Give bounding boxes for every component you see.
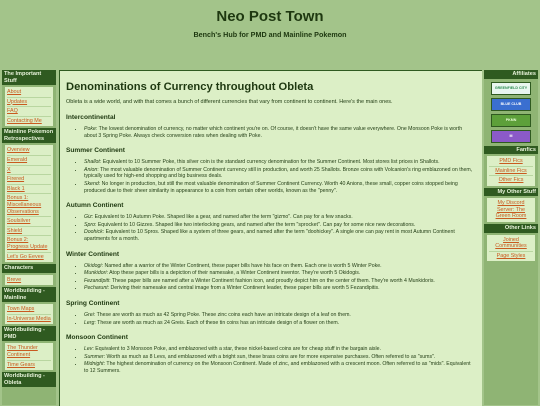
currency-name: Okidogi — [84, 262, 102, 269]
currency-name: Poke — [84, 126, 96, 132]
sidebar-link[interactable]: Breve — [7, 276, 22, 283]
currency-description: : Equivalent to 3 Monsoon Poke, and emblazoned with a star, these nickel-based coins are for cheap stuff in the bargain aisle. — [92, 346, 381, 353]
currency-name: Giz — [84, 214, 92, 221]
sidebar-link-box — [5, 145, 53, 262]
currency-list — [66, 126, 476, 139]
affiliate-banner[interactable]: M — [491, 130, 531, 143]
sidebar-link[interactable]: Mainline Fics — [489, 167, 533, 177]
affiliate-banner[interactable]: BLUE CLUB — [491, 98, 531, 111]
currency-description: : Atop these paper bills is a depiction of their namesake, a Winter Continent inventor. They're worth 5 Okidogis. — [106, 270, 361, 277]
currency-name: Pecharunt — [84, 285, 108, 292]
sidebar-link[interactable]: Black 1 — [7, 185, 51, 195]
list-item — [84, 126, 476, 139]
currency-name: Spro — [84, 221, 95, 228]
currency-name: Midnight — [84, 361, 104, 368]
currency-description: : Named after a warrior of the Winter Continent, these paper bills have his face on them. Each one is worth 5 Winter Poke. — [101, 262, 382, 269]
sidebar-link[interactable]: About — [7, 88, 51, 98]
section-heading: Winter Continent — [66, 250, 120, 258]
sidebar-link[interactable]: Town Maps — [7, 305, 51, 315]
sidebar-section-heading: My Other Stuff — [484, 188, 538, 197]
currency-description: : Worth as much as 8 Levs, and emblazoned with a bright sun, these brass coins are for more expensive purchases. Often referred to as "sums". — [103, 353, 436, 360]
site-header — [0, 0, 540, 70]
sidebar-link[interactable]: My Discord Server: The Green Room — [495, 200, 527, 220]
currency-description: : The most valuable denomination of Summer Continent currency still in production, and worth 25 Shallots. Bronze coins with Volcanion's ring emblazoned on them, typically used for high-end shopping and big business deals. — [84, 166, 473, 180]
sidebar-link[interactable]: FAQ — [7, 107, 51, 117]
list-item — [84, 285, 476, 292]
currency-description: : Equivalent to 10 Autumn Poke. Shaped like a gear, and named after the term "gizmo". Can pay for a few snacks. — [91, 214, 353, 221]
sidebar-link-box — [487, 198, 535, 222]
sidebar-section-heading: Worldbuilding - Obleta — [2, 372, 56, 387]
currency-name: Lerg — [84, 319, 95, 326]
sidebar-link-box — [5, 343, 53, 370]
sidebar-link[interactable]: Shield — [7, 227, 51, 237]
sidebar-link[interactable]: Emerald — [7, 156, 51, 166]
currency-name: Lev — [84, 346, 93, 353]
list-item — [84, 354, 476, 361]
section-heading: Monsoon Continent — [66, 334, 128, 342]
sidebar-link[interactable]: Time Gears — [7, 361, 35, 368]
sidebar-link[interactable]: Bonus 2: Progress Update — [7, 236, 51, 252]
list-item — [84, 222, 476, 229]
sidebar-link-box — [487, 156, 535, 186]
sidebar-link[interactable]: PMD Fics — [489, 157, 533, 167]
sidebar-section-heading: Worldbuilding - PMD — [2, 326, 56, 341]
list-item — [84, 361, 476, 374]
list-item — [84, 346, 476, 353]
currency-name: Shallot — [84, 159, 100, 166]
article — [60, 71, 482, 374]
sidebar-section-heading: Worldbuilding - Mainline — [2, 287, 56, 302]
currency-name: Munkidori — [84, 270, 107, 277]
list-item — [84, 263, 476, 270]
list-item — [84, 214, 476, 221]
currency-name: Doohick — [84, 229, 103, 236]
affiliates-heading: Affiliates — [484, 70, 538, 79]
currency-description: : These are worth as much as 42 Spring Poke. These zinc coins each have an intricate design of a leaf on them. — [93, 311, 351, 318]
currency-list — [66, 263, 476, 292]
main-content — [59, 70, 482, 406]
currency-name: Summer — [84, 353, 104, 360]
currency-sections — [66, 114, 476, 374]
currency-list — [66, 214, 476, 242]
sidebar-link[interactable]: The Thunder Continent — [7, 344, 51, 360]
currency-name: Skend — [84, 180, 99, 187]
intro-paragraph: Obleta is a wide world, and with that comes a bunch of different currencies that vary from continent to continent. Here's the main ones. — [66, 99, 393, 105]
sidebar-link[interactable]: Soulsilver — [7, 217, 51, 227]
list-item — [84, 320, 476, 327]
site-title: Neo Post Town — [216, 8, 324, 25]
list-item — [84, 181, 476, 194]
sidebar-section-heading: Fanfics — [484, 146, 538, 155]
currency-description: : Equivalent to 10 Summer Poke, this silver coin is the standard currency denomination for the Summer Continent. Most stores list prices in Shallots. — [99, 159, 440, 166]
currency-name: Anion — [84, 166, 98, 173]
currency-description: : The highest denomination of currency on the Monsoon Continent. Made of zinc, and emblazoned with a crescent moon. Often referred to as "mids". Equivalent to 12 Summers. — [84, 361, 471, 374]
right-sidebar — [484, 70, 538, 405]
page-title: Denominations of Currency throughout Obleta — [66, 81, 314, 93]
list-item — [84, 167, 476, 180]
section-heading: Summer Continent — [66, 147, 125, 155]
sidebar-link[interactable]: Updates — [7, 98, 51, 108]
sidebar-link-box — [5, 87, 53, 126]
site-subtitle: Bench's Hub for PMD and Mainline Pokemon — [193, 30, 347, 39]
sidebar-link[interactable]: Bonus 1: Miscellaneous Observations — [7, 194, 51, 217]
currency-description: : Deriving their namesake and central image from a Winter Continent leader, these paper bills are worth 5 Fezandipitis. — [107, 285, 380, 292]
sidebar-link[interactable]: Joined Communities — [489, 236, 533, 252]
sidebar-section-heading: Mainline Pokemon Retrospectives — [2, 128, 56, 143]
currency-description: : No longer in production, but still the most valuable denomination of Summer Continent Currency. Worth 40 Anions, these small, copper coins stopped being produced due to their sheer similarity in appearance to a coin from certain other worlds, known as the "penny". — [84, 180, 458, 194]
list-item — [84, 159, 476, 166]
currency-description: : These are worth as much as 24 Greis. Each of these tin coins has an intricate design of a flower on them. — [94, 319, 340, 326]
sidebar-link[interactable]: Other Fics — [498, 177, 524, 184]
sidebar-link-box — [487, 235, 535, 262]
affiliate-banner[interactable]: PKMN — [491, 114, 531, 127]
list-item — [84, 278, 476, 285]
sidebar-link[interactable]: Let's Go Eevee — [7, 253, 44, 260]
sidebar-link[interactable]: X — [7, 166, 51, 176]
sidebar-section-heading: Characters — [2, 264, 56, 273]
section-heading: Intercontinental — [66, 114, 116, 121]
list-item — [84, 229, 476, 242]
sidebar-link-box — [5, 275, 53, 286]
sidebar-link-box — [5, 304, 53, 324]
currency-list — [66, 346, 476, 374]
left-sidebar — [2, 70, 56, 405]
sidebar-link[interactable]: Page Styles — [496, 252, 526, 259]
currency-name: Grei — [84, 311, 94, 318]
sidebar-link[interactable]: Firered — [7, 175, 51, 185]
currency-description: : Equivalent to 10 Spros. Shaped like a system of three gears, and named after the term "doohickey". A single one can pay rent in most Autumn Continent apartments for a month. — [84, 229, 455, 242]
currency-list — [66, 312, 476, 326]
affiliate-banner[interactable]: GREENFIELD CITY — [491, 82, 531, 95]
list-item — [84, 270, 476, 277]
currency-description: : Equivalent to 10 Gizzes. Shaped like two interlocking gears, and named after the term "sprocket". Can pay for some nice new decorations. — [94, 221, 416, 228]
list-item — [84, 312, 476, 319]
currency-description: : The lowest denomination of currency, no matter which continent you're on. Of course, it doesn't have the same value everywhere. One Monsoon Poke is worth about 3 Spring Poke. Always check conversion rates when dealing with Poke. — [84, 126, 463, 139]
sidebar-link[interactable]: Contacting Me — [7, 117, 42, 124]
currency-list — [66, 159, 476, 194]
section-heading: Autumn Continent — [66, 202, 124, 210]
currency-name: Fezandipiti — [84, 277, 110, 284]
sidebar-section-heading: Other Links — [484, 224, 538, 233]
sidebar-section-heading: The Important Stuff — [2, 70, 56, 85]
section-heading: Spring Continent — [66, 299, 120, 307]
sidebar-link[interactable]: Overview — [7, 146, 51, 156]
sidebar-link[interactable]: In-Universe Media — [7, 315, 51, 322]
currency-description: : These paper bills are named after a Winter Continent fashion icon, and proudly depict him on the center of them. They're worth 4 Munkidoris. — [109, 277, 435, 284]
